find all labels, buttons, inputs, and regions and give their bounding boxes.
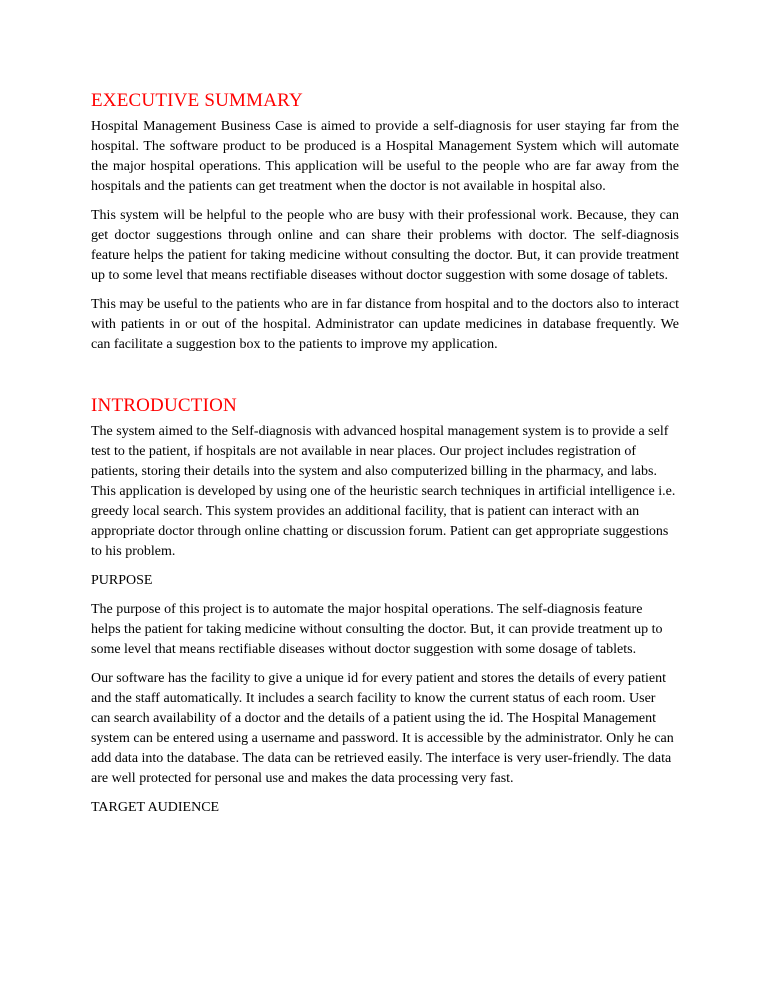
executive-summary-paragraph-3: This may be useful to the patients who are in far distance from hospital and to the doctors also to interact with patients in or out of the hospital. Administrator can update medicines in database frequently. We can facilitate a suggestion box to the patients to improve my application. <box>91 297 679 352</box>
introduction-heading: INTRODUCTION <box>91 395 237 416</box>
introduction-paragraph: The system aimed to the Self-diagnosis with advanced hospital management system is to provide a self test to the patient, if hospitals are not available in near places. Our project includes registration of patients, storing their details into the system and also computerized billing in the pharmacy, and labs. This application is developed by using one of the heuristic search techniques in artificial intelligence i.e. greedy local search. This system provides an additional facility, that is patient can interact with an appropriate doctor through online chatting or discussion forum. Patient can get appropriate suggestions to his problem. <box>91 424 676 559</box>
executive-summary-paragraph-1: Hospital Management Business Case is aimed to provide a self-diagnosis for user staying far from the hospital. The software product to be produced is a Hospital Management System which will automate the major hospital operations. This application will be useful to the people who are far away from the hospitals and the patients can get treatment when the doctor is not available in hospital also. <box>91 119 679 194</box>
purpose-heading: PURPOSE <box>91 573 153 588</box>
executive-summary-paragraph-2: This system will be helpful to the people who are busy with their professional work. Because, they can get doctor suggestions through online and can share their problems with doctor. The self-diagnosis feature helps the patient for taking medicine without consulting the doctor. But, it can provide treatment up to some level that means rectifiable diseases without doctor suggestion with some dosage of tablets. <box>91 208 679 283</box>
executive-summary-heading: EXECUTIVE SUMMARY <box>91 90 303 111</box>
purpose-paragraph-1: The purpose of this project is to automate the major hospital operations. The self-diagnosis feature helps the patient for taking medicine without consulting the doctor. But, it can provide treatment up to some level that means rectifiable diseases without doctor suggestion with some dosage of tablets. <box>91 602 663 657</box>
purpose-paragraph-2: Our software has the facility to give a unique id for every patient and stores the details of every patient and the staff automatically. It includes a search facility to know the current status of each room. User can search availability of a doctor and the details of a patient using the id. The Hospital Management system can be entered using a username and password. It is accessible by the administrator. Only he can add data into the database. The data can be retrieved easily. The interface is very user-friendly. The data are well protected for personal use and makes the data processing very fast. <box>91 671 674 786</box>
document-content <box>91 90 679 818</box>
target-audience-heading: TARGET AUDIENCE <box>91 800 220 815</box>
